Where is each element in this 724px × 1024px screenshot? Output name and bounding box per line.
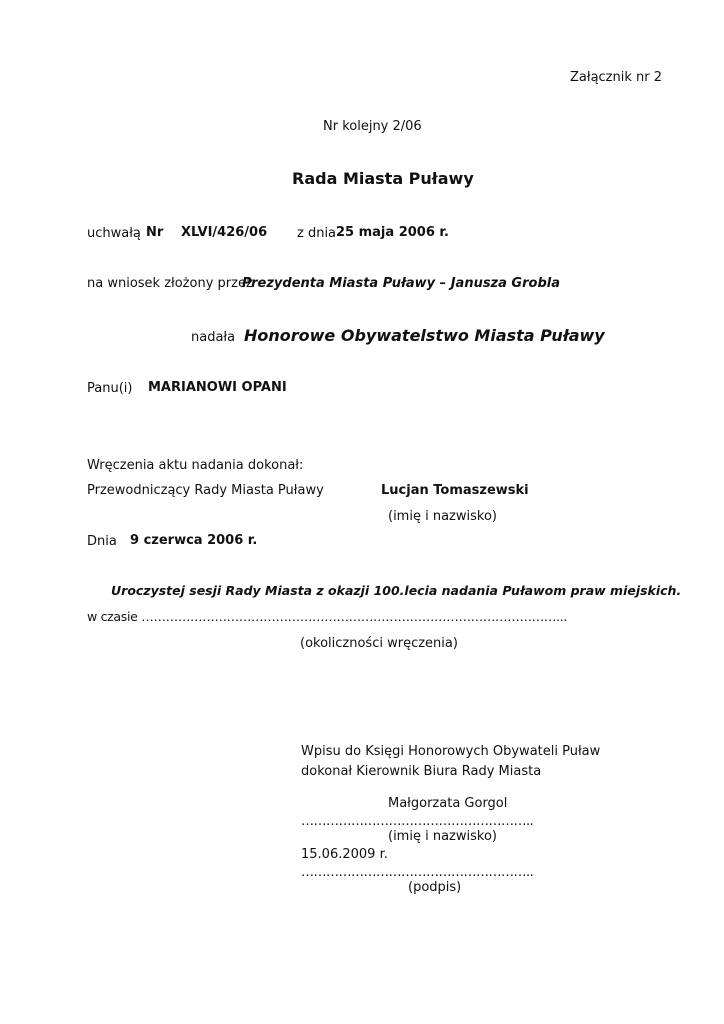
- presentation-person-caption: (imię i nazwisko): [388, 509, 497, 524]
- presentation-intro: Wręczenia aktu nadania dokonał:: [87, 458, 304, 473]
- resolution-date-prefix: z dnia: [297, 226, 337, 241]
- registry-line-1: Wpisu do Księgi Honorowych Obywateli Puław: [301, 744, 601, 759]
- occasion-caption: (okoliczności wręczenia): [300, 636, 458, 651]
- motion-prefix: na wniosek złożony przez: [87, 276, 253, 291]
- grant-title: Honorowe Obywatelstwo Miasta Puławy: [244, 326, 605, 345]
- registry-dots-2: ………………………………………………..: [301, 865, 534, 880]
- resolution-nr-label: Nr: [146, 225, 164, 240]
- registry-person: Małgorzata Gorgol: [388, 796, 508, 811]
- presentation-role: Przewodniczący Rady Miasta Puławy: [87, 483, 324, 498]
- occasion-text: Uroczystej sesji Rady Miasta z okazji 100.lecia nadania Puławom praw miejskich.: [111, 583, 682, 598]
- registry-person-caption: (imię i nazwisko): [388, 829, 497, 844]
- attachment-label: Załącznik nr 2: [570, 70, 663, 85]
- grant-verb: nadała: [191, 330, 236, 345]
- presentation-person: Lucjan Tomaszewski: [381, 483, 529, 498]
- registry-dots-1: ………………………………………………..: [301, 814, 534, 829]
- recipient-prefix: Panu(i): [87, 381, 133, 396]
- registry-line-2: dokonał Kierownik Biura Rady Miasta: [301, 764, 542, 779]
- registry-date: 15.06.2009 r.: [301, 847, 388, 862]
- resolution-date: 25 maja 2006 r.: [336, 225, 449, 240]
- document-title: Rada Miasta Puławy: [292, 169, 474, 188]
- resolution-prefix: uchwałą: [87, 226, 141, 241]
- recipient-name: MARIANOWI OPANI: [148, 380, 287, 395]
- resolution-number: XLVI/426/06: [181, 225, 268, 240]
- registry-signature-caption: (podpis): [408, 880, 462, 895]
- presentation-date-prefix: Dnia: [87, 534, 117, 549]
- presentation-date: 9 czerwca 2006 r.: [130, 533, 258, 548]
- occasion-w-czasie: w czasie …………………………………………………………………………………………...: [87, 609, 568, 624]
- serial-number: Nr kolejny 2/06: [323, 119, 422, 134]
- motion-by: Prezydenta Miasta Puławy – Janusza Grobla: [242, 276, 560, 291]
